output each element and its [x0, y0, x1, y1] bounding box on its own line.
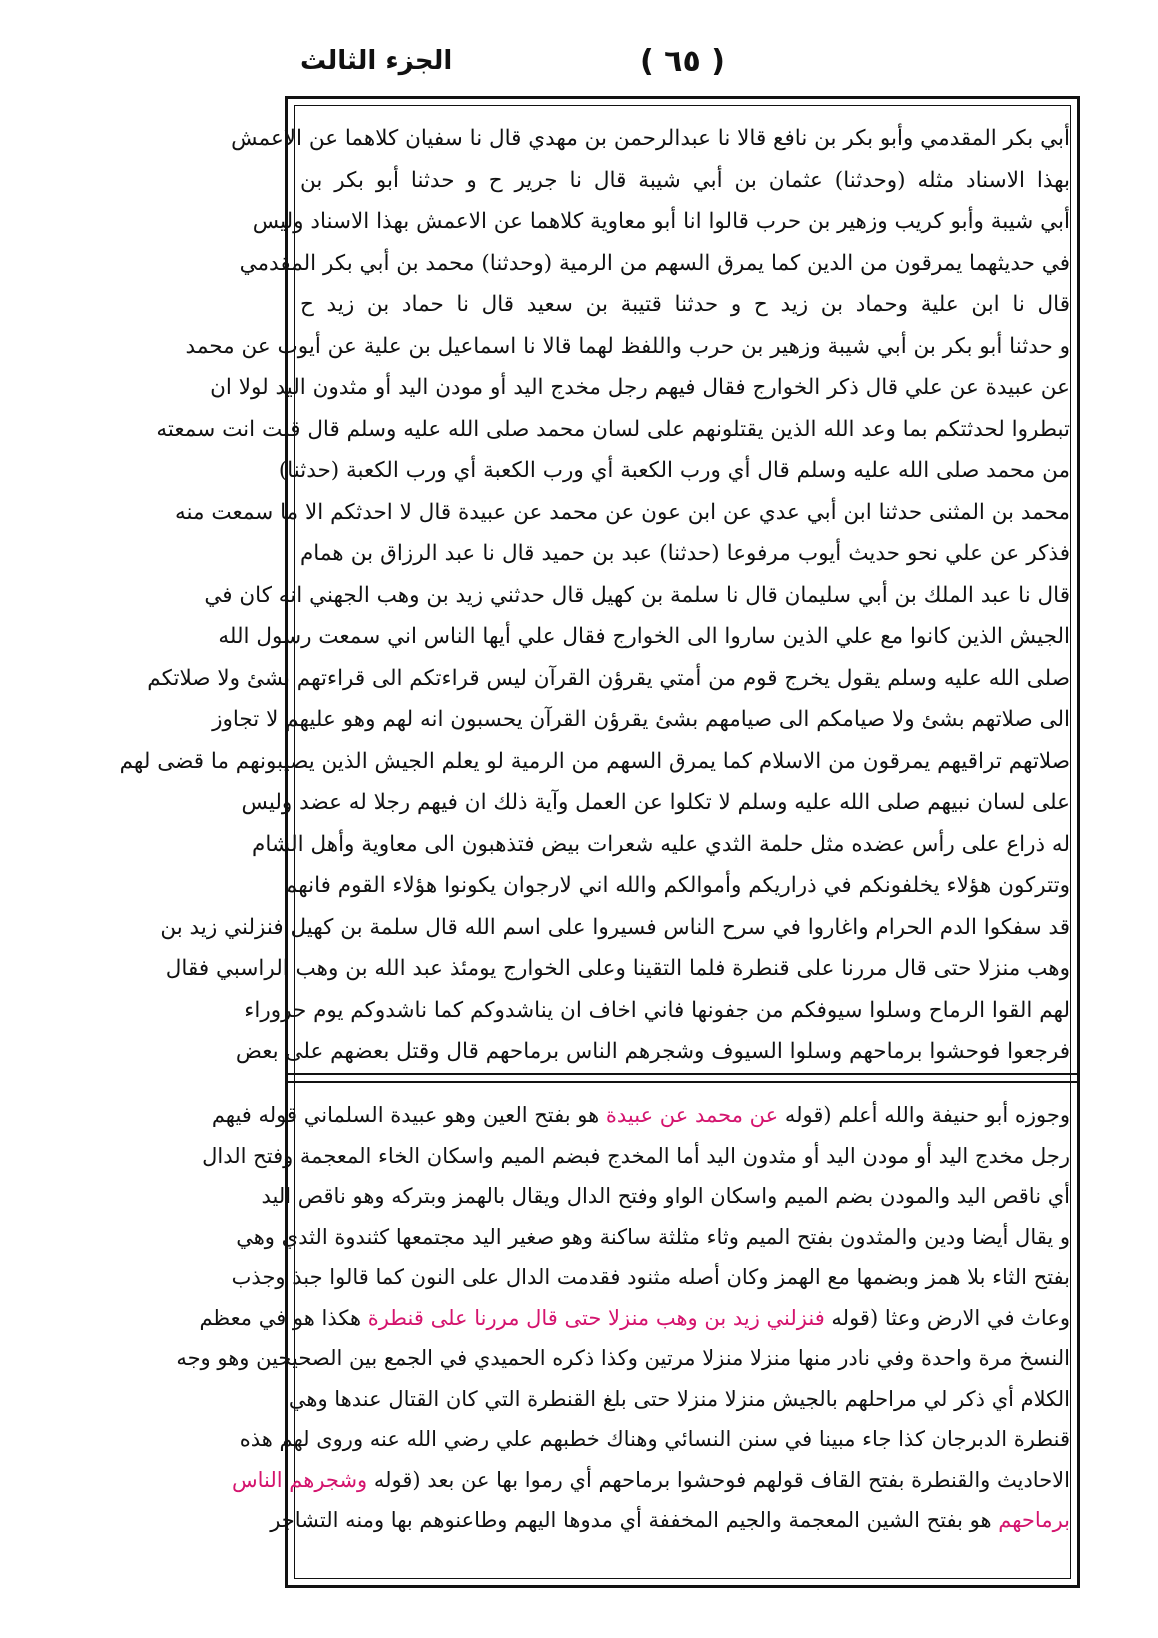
- commentary-line: [202, 1136, 1070, 1177]
- main-text-line: قال نا ابن علية وحماد بن زيد ح و حدثنا قتيبة بن سعيد قال نا حماد بن زيد ح: [300, 292, 1070, 317]
- main-text-line: عن عبيدة عن علي قال ذكر الخوارج فقال فيهم رجل مخدج اليد أو مودن اليد أو مثدون اليد لولا ان: [210, 375, 1070, 400]
- commentary-text: أي ناقص اليد والمودن بضم الميم واسكان الواو وفتح الدال ويقال بالهمز وبتركه وهو ناقص اليد: [261, 1184, 1070, 1208]
- main-text-line: فرجعوا فوحشوا برماحهم وسلوا السيوف وشجرهم الناس برماحهم قال وقتل بعضهم على بعض: [235, 1039, 1070, 1064]
- commentary-text: الكلام أي ذكر لي مراحلهم بالجيش منزلا منزلا حتى بلغ القنطرة التي كان القتال عندها وهي: [288, 1386, 1070, 1411]
- commentary-text: وجوزه أبو حنيفة والله أعلم (قوله: [778, 1103, 1070, 1127]
- main-text-line: تبطروا لحدثتكم بما وعد الله الذين يقتلونهم على لسان محمد صلى الله عليه وسلم قال قلت انت سمعته: [156, 416, 1070, 442]
- commentary-text: هكذا هو في معظم: [199, 1305, 368, 1330]
- commentary-quoted-phrase: فنزلني زيد بن وهب منزلا حتى قال مررنا على قنطرة: [367, 1305, 825, 1330]
- page-number: ( ٦٥ ): [640, 44, 725, 79]
- page-header: [0, 44, 1158, 94]
- main-text-line: له ذراع على رأس عضده مثل حلمة الثدي عليه شعرات بيض فتذهبون الى معاوية وأهل الشام: [252, 831, 1070, 857]
- commentary-line: [231, 1460, 1070, 1501]
- commentary-text: هو بفتح الشين المعجمة والجيم المخففة أي مدوها اليهم وطاعنوهم بها ومنه التشاجر: [270, 1508, 999, 1532]
- main-text-line: وهب منزلا حتى قال مررنا على قنطرة فلما التقينا وعلى الخوارج يومئذ عبد الله بن وهب الراسبي فقال: [165, 956, 1070, 981]
- main-text-line: الجيش الذين كانوا مع علي الذين ساروا الى الخوارج فقال علي أيها الناس اني سمعت رسول الله: [218, 624, 1070, 649]
- commentary-quoted-phrase: وشجرهم الناس: [231, 1467, 368, 1492]
- commentary-line: [270, 1500, 1070, 1541]
- commentary-text: هو بفتح العين وهو عبيدة السلماني قوله فيهم: [211, 1103, 606, 1127]
- commentary-text: بفتح الثاء بلا همز وبضمها مع الهمز وكان أصله مثنود فقدمت الدال على النون كما قالوا جبذ وجذب: [231, 1265, 1070, 1289]
- commentary-line: [199, 1298, 1070, 1339]
- commentary-line: [236, 1217, 1070, 1258]
- main-text-line: لهم القوا الرماح وسلوا سيوفكم من جفونها فاني اخاف ان يناشدوكم كما ناشدوكم يوم حروراء: [244, 997, 1070, 1023]
- main-text-line: صلى الله عليه وسلم يقول يخرج قوم من أمتي يقرؤن القرآن ليس قراءتكم الى قراءتهم بشئ ولا صلاتكم: [147, 665, 1070, 691]
- main-text-line: وتتركون هؤلاء يخلفونكم في ذراريكم وأموالكم والله اني لارجوان يكونوا هؤلاء القوم فانهم: [283, 873, 1070, 898]
- commentary-text: الاحاديث والقنطرة بفتح القاف قولهم فوحشوا برماحهم أي رموا بها عن بعد (قوله: [367, 1467, 1070, 1492]
- main-text-line: في حديثهما يمرقون من الدين كما يمرق السهم من الرمية (وحدثنا) محمد بن أبي بكر المقدمي: [239, 250, 1070, 276]
- main-text-line: قد سفكوا الدم الحرام واغاروا في سرح الناس فسيروا على اسم الله قال سلمة بن كهيل فنزلني زيد بن: [160, 914, 1070, 940]
- commentary-line: [261, 1176, 1070, 1217]
- main-text-line: محمد بن المثنى حدثنا ابن أبي عدي عن ابن عون عن محمد عن عبيدة قال لا احدثكم الا ما سمعت منه: [174, 499, 1070, 525]
- commentary-quoted-phrase: عن محمد عن عبيدة: [605, 1103, 779, 1127]
- main-text-line: أبي بكر المقدمي وأبو بكر بن نافع قالا نا عبدالرحمن بن مهدي قال نا سفيان كلاهما عن الاعمش: [231, 126, 1070, 151]
- commentary-line: [239, 1419, 1070, 1460]
- main-text-line: قال نا عبد الملك بن أبي سليمان قال نا سلمة بن كهيل قال حدثني زيد بن وهب الجهني انه كان في: [204, 582, 1070, 608]
- main-text-line: صلاتهم تراقيهم يمرقون من الاسلام كما يمرق السهم من الرمية لو يعلم الجيش الذين يصيبونهم ما قضى لهم: [119, 748, 1070, 774]
- commentary-panel: [176, 1095, 1070, 1541]
- main-text-line: أبي شيبة وأبو كريب وزهير بن حرب قالوا انا أبو معاوية كلاهما عن الاعمش بهذا الاسناد وليس: [252, 209, 1070, 234]
- commentary-line: [231, 1257, 1070, 1298]
- main-text-line: بهذا الاسناد مثله (وحدثنا) عثمان بن أبي شيبة قال نا جرير ح و حدثنا أبو بكر بن: [300, 167, 1070, 193]
- commentary-line: [288, 1379, 1070, 1420]
- section-divider-double: [285, 1081, 1080, 1083]
- commentary-line: [211, 1095, 1070, 1136]
- commentary-text: قنطرة الدبرجان كذا جاء مبينا في سنن النسائي وهناك خطبهم علي رضي الله عنه وروى لهم هذه: [239, 1427, 1070, 1451]
- commentary-line: [176, 1338, 1070, 1379]
- commentary-text: رجل مخدج اليد أو مودن اليد أو مثدون اليد أما المخدج فبضم الميم واسكان الخاء المعجمة وفتح الدال: [202, 1143, 1070, 1168]
- commentary-text: وعاث في الارض وعثا (قوله: [824, 1305, 1070, 1330]
- commentary-text: النسخ مرة واحدة وفي نادر منها منزلا منزلا مرتين وكذا ذكره الحميدي في الجمع بين الصحيحين وهو وجه: [176, 1346, 1070, 1370]
- main-text-line: و حدثنا أبو بكر بن أبي شيبة وزهير بن حرب واللفظ لهما قالا نا اسماعيل بن علية عن أيوب عن محمد: [185, 333, 1070, 359]
- part-title: الجزء الثالث: [300, 46, 453, 76]
- section-divider: [285, 1073, 1080, 1075]
- main-text-line: من محمد صلى الله عليه وسلم قال أي ورب الكعبة أي ورب الكعبة أي ورب الكعبة (حدثنا): [278, 458, 1070, 483]
- main-text-line: الى صلاتهم بشئ ولا صيامكم الى صيامهم بشئ يقرؤن القرآن يحسبون انه لهم وهو عليهم لا تجاوز: [212, 707, 1070, 732]
- main-text-line: على لسان نبيهم صلى الله عليه وسلم لا تكلوا عن العمل وآية ذلك ان فيهم رجلا له عضد وليس: [241, 790, 1070, 815]
- main-text-panel: [119, 118, 1070, 1073]
- main-text-line: فذكر عن علي نحو حديث أيوب مرفوعا (حدثنا) عبد بن حميد قال نا عبد الرزاق بن همام: [300, 541, 1070, 566]
- commentary-text: و يقال أيضا ودين والمثدون بفتح الميم وثاء مثلثة ساكنة وهو صغير اليد مجتمعها كثندوة الثدي وهي: [236, 1224, 1070, 1249]
- commentary-quoted-phrase: برماحهم: [998, 1508, 1070, 1532]
